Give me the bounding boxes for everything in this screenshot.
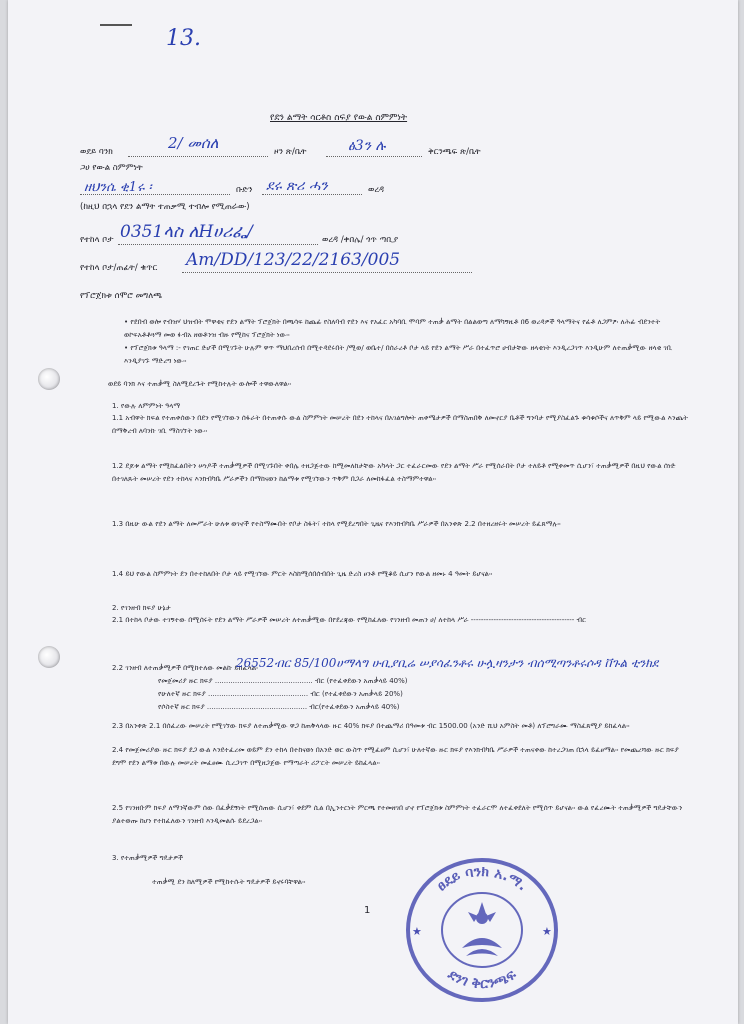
group-line	[262, 194, 362, 195]
section-3-heading: 3. የተጠቃሚዎች ግዴታዎች	[112, 854, 183, 862]
section-1-heading: 1. የውሉ ለምምነት ዓላማ	[112, 402, 181, 410]
document-page	[8, 0, 738, 1024]
clause-2-5: 2.5 የገንዘቡም ክፍያ ለማንኛውም ሰው በፈቃደኝነት የሚሰጠው ሲሆን፣ ቀደም ሲል በኢንተርነት ምርጫ የተመዘገበ ሆኖ የፕሮጀክቱ ስምምነት ተፈራርሞ ለተፈቀደለት የሚሰጥ ይሆናል፡፡ ውል የፈረሙት ተጠቃሚዎች ግዴታቸውን ያልተወጡ ከሆነ የተከፈለውን ገንዘብ እንዲመልሱ ይደረጋል፡፡	[112, 804, 683, 825]
top-dash-mark	[100, 24, 132, 26]
amount-handwritten: 26552ብር 85/100ሀማላግ ሁቢያቢሬ ሠያሳፈንቶሩ ሁሏዛንታን ብሰሚጣንቶሩሶዳ ቨጉል ቲንክደ	[236, 656, 659, 670]
clause-2-3: 2.3 በአንቀጽ 2.1 በሰፈረው መሠረት የሚገኘው ክፍያ ለተጠቃሚው ዋጋ ከጠቅላላው ዙር 40% ክፍያ በተጨማሪ በዓመቱ ብር 1500.00 (አንድ ሺህ አምስት መቶ) ለፕሮግራሙ ማስፈጸሚያ ይከፈላል፡፡	[112, 722, 630, 730]
group-handwritten: ደሩ ጽሪ ሓን	[266, 178, 328, 194]
bank-stamp	[402, 852, 562, 1002]
clause-2-2-second-payment: የሁለተኛ ዙር ክፍያ ............................................. ብር (የተፈቀደውን አጠቃላይ 20%)	[158, 690, 403, 698]
branch-label: ቅርንጫፍ ጽ/ቤት	[428, 147, 481, 157]
section-2-heading: 2. የገንዘብ ክፍያ ሁኔታ	[112, 604, 171, 612]
punch-hole-bottom	[38, 646, 60, 668]
corner-number: 13.	[166, 26, 201, 51]
zone-handwritten: ፅ3ን ሉ	[348, 138, 386, 154]
group-label: ቡድን	[236, 185, 253, 195]
clause-2-2-third-payment: የሶስተኛ ዙር ክፍያ ............................................. ብር(የተፈቀደውን አጠቃላይ 40%)	[158, 703, 400, 711]
bank-label: ወደይ ባንክ	[80, 147, 113, 157]
beneficiary-note: (ከዚህ በኋላ የደን ልማት ተጠቃሚ ተብሎ የሚጠራው)	[80, 202, 250, 212]
agreement-label: ጋሀ የውል ስምምነት	[80, 163, 143, 173]
page-number: 1	[364, 905, 371, 916]
clause-1-4: 1.4 ይህ የውል ስምምነት ደን በተተከለበት ቦታ ላይ የሚገኘው ምርት እስከሚሰበሰብበት ጊዜ ድረስ ፀንቶ የሚቆይ ሲሆን የውል ዘመኑ 4 ዓመት ይሆናል፡፡	[112, 570, 493, 578]
clause-1-2: 1.2 ደጆቱ ልማት የሚከፈልበትን ሠነዶች ተጠቃሚዎች በሚገኙበት ቀበሌ ተዘጋጅተው ከሚመለከታቸው አካላት ጋር ተፈራርመው የደን ልማት ሥራ የሚሰራበት ቦታ ተለይቶ የሚቀመጥ ሲሆን፣ ተጠቃሚዎች በዚህ የውል ሰነድ በተገለጹት መሠረት የደን ተከላና እንክብካቤ ሥራዎችን በማከናወን ከልማቱ የሚገኘውን ጥቅም በጋራ ለመከፋፈል ተስማምተዋል፡፡	[112, 462, 676, 483]
star-icon-left: ★	[412, 925, 422, 938]
plot-number-label: የተከላ ቦታ/ጠፊት/ ቁጥር	[80, 263, 158, 273]
plot-number-handwritten: Am/DD/123/22/2163/005	[186, 250, 401, 270]
stamp-emblem-icon	[462, 902, 502, 956]
zone-line	[326, 156, 422, 157]
document-title: የደን ልማት ሳርቶስ ስፍያ የውል ስምምነት	[270, 113, 408, 123]
clause-2-1: 2.1 በተከላ ቦታው ተገኝተው በሚሰሩት የደን ልማት ሥራዎች መሠረት ለተጠቃሚው በየደረጃው የሚከፈለው የገንዘብ መጠን ሀ/ ለተከላ ሥራ ----------------------------------------- ብር	[112, 616, 586, 624]
site-label: የተከላ ቦታ	[80, 235, 114, 245]
name-handwritten: ዘህንሴ ቂ1ሩ ፡	[84, 180, 152, 195]
punch-hole-top	[38, 368, 60, 390]
intro-line: ወደይ ባንክ እና ተጠቃሚ ስለሚደረጉት የሚከተሉት ውሎች ተዋውለዋል፡፡	[108, 380, 292, 388]
clause-2-2-first-payment: የመጀመሪያ ዙር ክፍያ ............................................ ብር (የተፈቀደውን አጠቃላይ 40%)	[158, 677, 408, 685]
star-icon-right: ★	[542, 925, 552, 938]
bullet-paragraph-1: • የደበብ ወሎ የብዝሃ ህዝብት ሞዋቂና የደን ልማት ፕሮጀክት በጫሳፍ ከጨፊ የስለባብ የደን እና የአፈር አካባቢ ሞባም ተጠቃ ልማት በልልወጣ ለማካኝዚቶ በ6 ወረዳዎች ዓላማትና የፊቶ ለጋምፆ፡ ለሕፊ ብደንተት ወኮፍአቶቶጓማ መወ ፉብአ ዘወቶንዝ ብዙ የሚከና ፕሮጀክት ነው፡፡	[124, 318, 661, 339]
woreda-label: ወረዳ	[368, 185, 385, 195]
closing-line: ተጠቃሚ ደን ከለሚዎች የሚከተሱት ግዴታዎች ይኖሩባቸዋል፡፡	[152, 878, 306, 886]
project-description-heading: የፕሮጀክቱ ሰሞሮ መግለጫ	[80, 291, 162, 301]
plot-number-line	[182, 272, 472, 273]
clause-2-4: 2.4 የመጀመሪያው ዙር ክፍያ ደጋ ውል እንደተፈረመ ወይም ደን ተከላ በተከናወነ በአንድ ወር ውስጥ የሚፈፀም ሲሆን፣ ሁለተኛው ዙር ክፍያ የእንክብካቤ ሥራዎች ተጠናቀው ከተረጋገጠ በኋላ ይፈፀማል፡፡ የመጨረሻው ዙር ክፍያ ደግሞ የደን ልማቱ በውሉ መሠረት መፈፀሙ ሲረጋገጥ በሚዘጋጀው የማጣራት ሪፖርት መሠረት ይከፈላል፡፡	[112, 746, 679, 767]
clause-1-1: 1.1 አብዋት ክፍል የተጠቀሰውን በደን የሚገኘውን ሰፋራት በተጠቀሱ ውል ስምምነት መሠረት በደን ተከላና በአገልግሎት ጠቀሜታዎች በማስጠበቅ ለመኖርያ ቤቶች ግንባታ የሚያስፈልጉ ቁሳቁሶችና ለጥቅም ላይ የሚውል እንጨት በማቅረብ ለባንኩ ገቢ ማስገኘት ነው፡፡	[112, 414, 688, 435]
bank-handwritten: 2/ መሰለ	[168, 134, 219, 152]
zone-label: ዞን ጽ/ቤት	[274, 147, 307, 157]
bullet-paragraph-2: • የፕሮጀክቱ ዓላማ :- የገጠር ድሆች በሚገኙት ሁሉም ዋጥ ማህበረሰብ በሚተዳደሩበት /ሚወ/ ወቤተ/ በሰራረቶ ቦታ ላይ የደን ልማት ሥራ በተፈጥሮ ሀብታቸው ዘላቂነት እንዲረጋገጥ እንዲሁም ለተጠቃሚው ዘላቂ ገቢ እንዲያገኙ ማድረግ ነው፡፡	[124, 344, 673, 365]
stamp-top-text: ፀደይ ባንክ አ.ማ.	[434, 863, 531, 895]
clause-2-2: 2.2 ገንዘብ ለተጠቃሚዎች በሚከተለው መልኩ ይከፈላል፡	[112, 664, 258, 672]
clause-1-3: 1.3 በዚሁ ውል የደን ልማት ለመሥራት ሁለቱ ወገኖች የተስማሙበት የቦታ ስፋት፣ ተከላ የሚደረግበት ጊዜና የእንክብካቤ ሥራዎች በአንቀጽ 2.2 በተዘረዘሩት መሠረት ይፈጸማሉ፡፡	[112, 520, 561, 528]
stamp-bottom-text: ደንገ ቅርንጫፍ	[444, 966, 520, 993]
site-line	[118, 244, 318, 245]
bank-line	[128, 156, 268, 157]
site-handwritten: 0351ላስ ለHሀሪፌ/	[120, 222, 253, 242]
site-kebele-label: ወረዳ /ቀበሌ/ ጎጥ ጣቢያ	[322, 235, 399, 245]
